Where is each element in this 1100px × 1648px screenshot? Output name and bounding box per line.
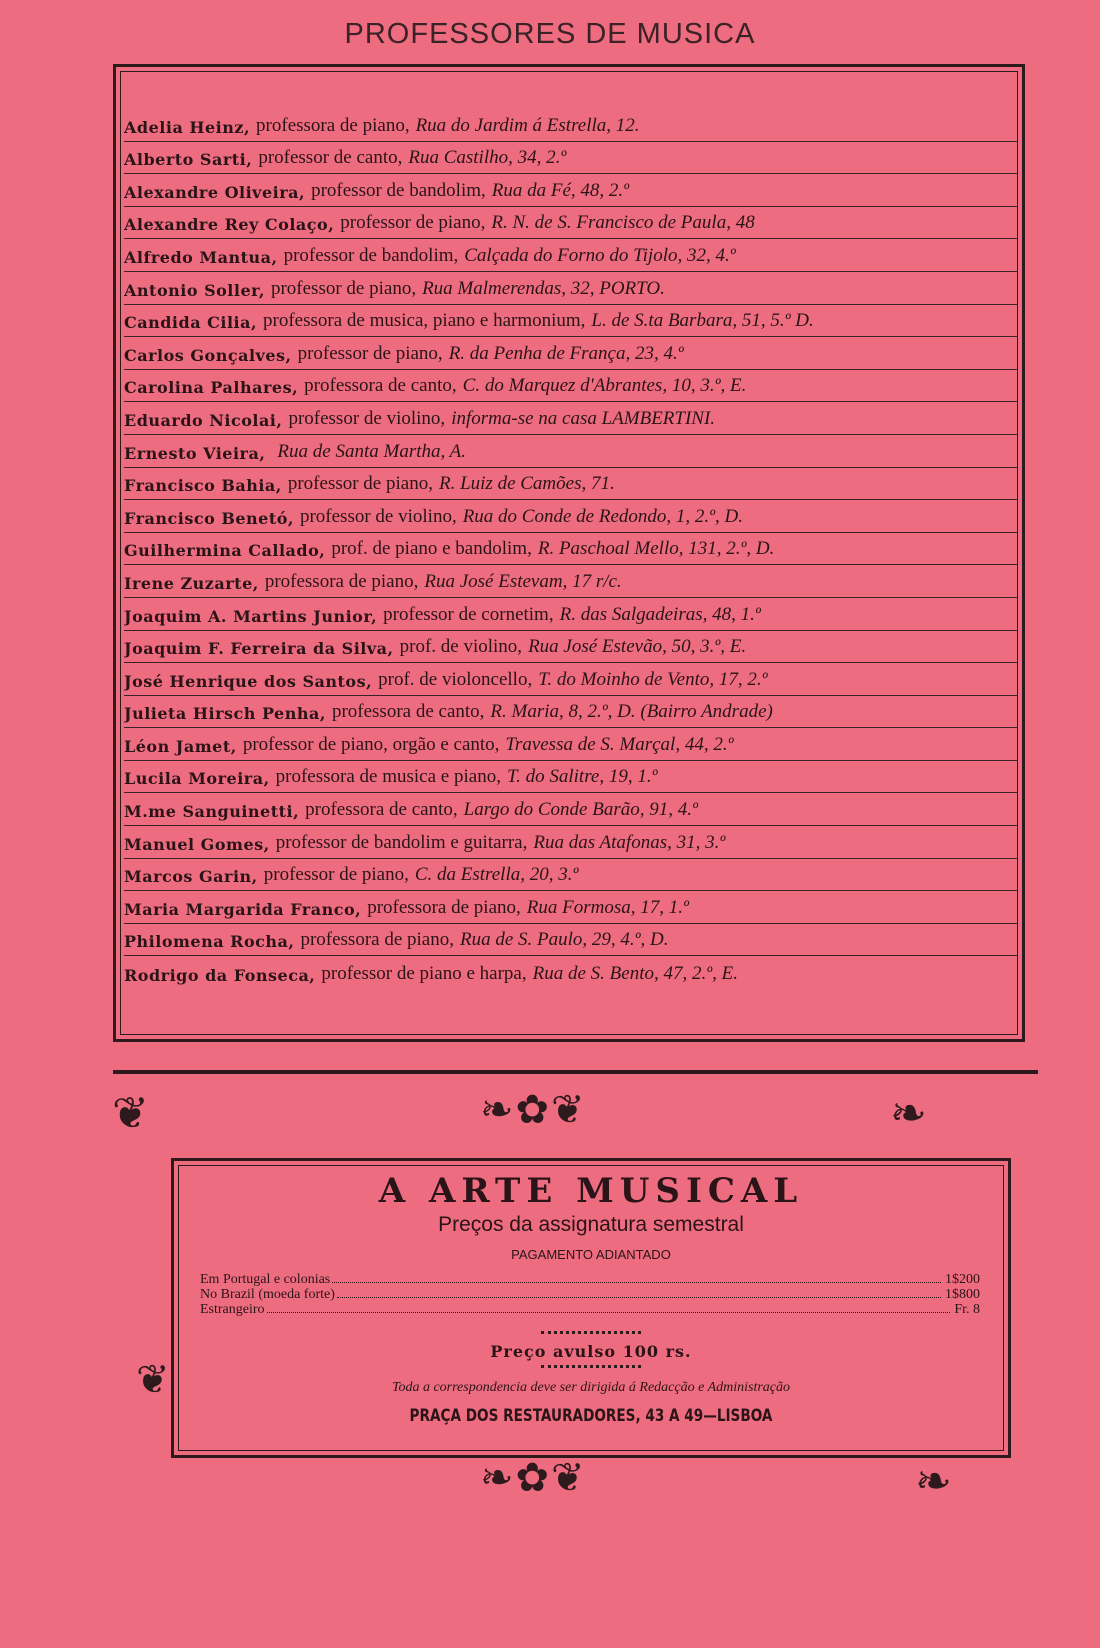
teacher-specialty: professora de canto, <box>331 701 485 723</box>
teacher-entry <box>124 109 1018 142</box>
teacher-address: Rua da Fé, 48, 2.º <box>491 179 630 201</box>
teacher-specialty: professora de musica, piano e harmonium, <box>263 310 586 332</box>
teacher-specialty: professora de canto, <box>304 375 457 397</box>
teacher-entry <box>124 663 1018 696</box>
teacher-address: R. Paschoal Mello, 131, 2.º, D. <box>537 538 775 560</box>
teacher-name: Adelia Heinz, <box>124 117 251 137</box>
teacher-name: Candida Cilia, <box>124 313 258 333</box>
ornament-corner-icon: ❧ <box>915 1457 952 1506</box>
teacher-entry <box>124 631 1018 664</box>
price-label: No Brazil (moeda forte) <box>200 1287 335 1302</box>
teacher-entry <box>124 696 1018 729</box>
teacher-specialty: professor de piano, <box>340 212 486 234</box>
teacher-address: T. do Moinho de Vento, 17, 2.º <box>538 668 768 690</box>
teacher-specialty: professora de piano, <box>264 570 419 592</box>
teacher-entry <box>124 533 1018 566</box>
teacher-entry <box>124 826 1018 859</box>
teacher-specialty: professor de piano, <box>287 473 433 495</box>
teacher-name: Alfredo Mantua, <box>124 247 278 267</box>
teacher-name: Antonio Soller, <box>124 280 265 300</box>
teacher-address: R. N. de S. Francisco de Paula, 48 <box>491 212 755 234</box>
ornament-corner-icon: ❦ <box>112 1089 149 1138</box>
teacher-name: José Henrique dos Santos, <box>124 671 373 691</box>
teacher-name: Alexandre Rey Colaço, <box>124 215 335 235</box>
teacher-entry <box>124 891 1018 924</box>
price-list <box>200 1272 980 1317</box>
teacher-entry <box>124 370 1018 403</box>
teacher-address: Rua das Atafonas, 31, 3.º <box>533 831 726 853</box>
teacher-entry <box>124 272 1018 305</box>
teacher-specialty: professora de piano, <box>256 114 410 136</box>
teacher-entry <box>124 565 1018 598</box>
teacher-entry <box>124 728 1018 761</box>
divider-rule <box>113 1070 1038 1074</box>
teacher-name: Joaquim F. Ferreira da Silva, <box>124 639 394 659</box>
teacher-name: Alberto Sarti, <box>124 150 253 170</box>
teacher-address: R. Maria, 8, 2.º, D. (Bairro Andrade) <box>490 701 773 723</box>
teacher-name: Marcos Garin, <box>124 867 258 887</box>
teacher-specialty: professor de piano, <box>270 277 417 299</box>
teacher-entry <box>124 337 1018 370</box>
teacher-name: Lucila Moreira, <box>124 769 270 789</box>
teacher-address: Rua Castilho, 34, 2.º <box>408 147 567 169</box>
teacher-name: Julieta Hirsch Penha, <box>124 704 326 724</box>
teacher-name: Rodrigo da Fonseca, <box>124 966 316 986</box>
teacher-name: Eduardo Nicolai, <box>124 410 283 430</box>
teacher-name: Alexandre Oliveira, <box>124 182 306 202</box>
teacher-entry <box>124 924 1018 957</box>
teacher-address: R. das Salgadeiras, 48, 1.º <box>559 603 761 625</box>
teacher-address: L. de S.ta Barbara, 51, 5.º D. <box>591 310 814 332</box>
teacher-address: Rua do Jardim á Estrella, 12. <box>415 114 640 136</box>
teacher-entry <box>124 956 1018 989</box>
price-value: Fr. 8 <box>954 1302 980 1317</box>
teacher-specialty: professor de bandolim e guitarra, <box>275 831 528 853</box>
publisher-address: PRAÇA DOS RESTAURADORES, 43 A 49—LISBOA <box>409 1406 773 1426</box>
price-label: Em Portugal e colonias <box>200 1272 331 1287</box>
teacher-specialty: prof. de violino, <box>399 636 523 658</box>
teacher-specialty: professora de piano, <box>367 896 521 918</box>
teacher-specialty: professor de piano, <box>297 342 443 364</box>
teacher-entry <box>124 402 1018 435</box>
decorative-rule <box>541 1331 641 1338</box>
teacher-entry <box>124 435 1018 468</box>
teacher-name: Manuel Gomes, <box>124 834 270 854</box>
teacher-name: Irene Zuzarte, <box>124 573 259 593</box>
teacher-specialty: professor de bandolim, <box>283 244 459 266</box>
teacher-name: Carolina Palhares, <box>124 378 299 398</box>
teacher-entry <box>124 239 1018 272</box>
teacher-name: M.me Sanguinetti, <box>124 802 300 822</box>
teacher-address: informa-se na casa LAMBERTINI. <box>451 407 716 429</box>
teacher-entry <box>124 793 1018 826</box>
page-title: PROFESSORES DE MUSICA <box>344 18 756 50</box>
teacher-name: Guilhermina Callado, <box>124 541 326 561</box>
ornament-bottom-icon: ❧✿❦ <box>480 1455 587 1500</box>
teacher-name: Francisco Bahia, <box>124 476 282 496</box>
teacher-entry <box>124 859 1018 892</box>
teacher-address: Rua Formosa, 17, 1.º <box>526 896 689 918</box>
teachers-list <box>124 109 1018 989</box>
teacher-address: Rua Malmerendas, 32, PORTO. <box>422 277 665 299</box>
teacher-specialty: prof. de piano e bandolim, <box>331 538 532 560</box>
teacher-specialty: professora de musica e piano, <box>275 766 501 788</box>
teacher-specialty: professor de violino, <box>299 505 457 527</box>
ornament-side-icon: ❦ <box>136 1357 170 1402</box>
teacher-entry <box>124 174 1018 207</box>
teacher-address: C. do Marquez d'Abrantes, 10, 3.º, E. <box>462 375 747 397</box>
teachers-list-box <box>113 64 1025 1042</box>
teacher-address: Rua de S. Paulo, 29, 4.º, D. <box>459 929 669 951</box>
teacher-specialty: prof. de violoncello, <box>378 668 533 690</box>
teacher-specialty: professor de piano, orgão e canto, <box>242 733 500 755</box>
teacher-specialty: professor de piano e harpa, <box>321 963 527 985</box>
teacher-name: Léon Jamet, <box>124 736 237 756</box>
teacher-entry <box>124 468 1018 501</box>
teacher-address: Rua José Estevam, 17 r/c. <box>424 570 622 592</box>
teacher-address: C. da Estrella, 20, 3.º <box>414 864 579 886</box>
teacher-entry <box>124 305 1018 338</box>
correspondence-note: Toda a correspondencia deve ser dirigida á Redacção e Administração <box>391 1380 791 1395</box>
teacher-address: R. Luiz de Camões, 71. <box>438 473 615 495</box>
single-issue-price: Preço avulso 100 rs. <box>490 1342 692 1361</box>
price-value: 1$800 <box>945 1287 980 1302</box>
teacher-specialty: professor de violino, <box>288 407 446 429</box>
price-label: Estrangeiro <box>200 1302 265 1317</box>
price-value: 1$200 <box>945 1272 980 1287</box>
teacher-entry <box>124 207 1018 240</box>
teacher-address: Rua José Estevão, 50, 3.º, E. <box>528 636 747 658</box>
teacher-address: R. da Penha de França, 23, 4.º <box>448 342 684 364</box>
teacher-name: Ernesto Vieira, <box>124 443 266 463</box>
teacher-name: Joaquim A. Martins Junior, <box>124 606 378 626</box>
teacher-address: T. do Salitre, 19, 1.º <box>506 766 658 788</box>
teacher-address: Rua de Santa Martha, A. <box>277 440 467 462</box>
teacher-entry <box>124 142 1018 175</box>
ornament-corner-icon: ❧ <box>890 1089 927 1138</box>
teacher-entry <box>124 500 1018 533</box>
ornament-top-icon: ❧✿❦ <box>480 1087 587 1132</box>
price-row <box>200 1272 980 1287</box>
advert-subtitle: Preços da assignatura semestral <box>438 1213 744 1236</box>
teacher-specialty: professor de canto, <box>258 147 403 169</box>
teacher-specialty: professora de piano, <box>300 929 454 951</box>
teacher-entry <box>124 761 1018 794</box>
teacher-address: Rua de S. Bento, 47, 2.º, E. <box>532 963 738 985</box>
teacher-address: Travessa de S. Marçal, 44, 2.º <box>505 733 734 755</box>
price-row <box>200 1302 980 1317</box>
teacher-specialty: professor de cornetim, <box>383 603 554 625</box>
decorative-rule <box>541 1365 641 1372</box>
teacher-name: Francisco Benetó, <box>124 508 294 528</box>
teacher-entry <box>124 598 1018 631</box>
teacher-name: Maria Margarida Franco, <box>124 899 362 919</box>
teacher-specialty: professor de piano, <box>263 864 409 886</box>
subscription-advert <box>171 1158 1011 1458</box>
teacher-name: Philomena Rocha, <box>124 932 295 952</box>
teacher-name: Carlos Gonçalves, <box>124 345 292 365</box>
teacher-address: Calçada do Forno do Tijolo, 32, 4.º <box>464 244 736 266</box>
teacher-address: Rua do Conde de Redondo, 1, 2.º, D. <box>462 505 743 527</box>
teacher-specialty: professor de bandolim, <box>311 179 486 201</box>
teacher-address: Largo do Conde Barão, 91, 4.º <box>463 799 698 821</box>
magazine-title: A ARTE MUSICAL <box>378 1171 804 1211</box>
price-row <box>200 1287 980 1302</box>
payment-note: PAGAMENTO ADIANTADO <box>511 1247 671 1262</box>
teacher-specialty: professora de canto, <box>305 799 458 821</box>
